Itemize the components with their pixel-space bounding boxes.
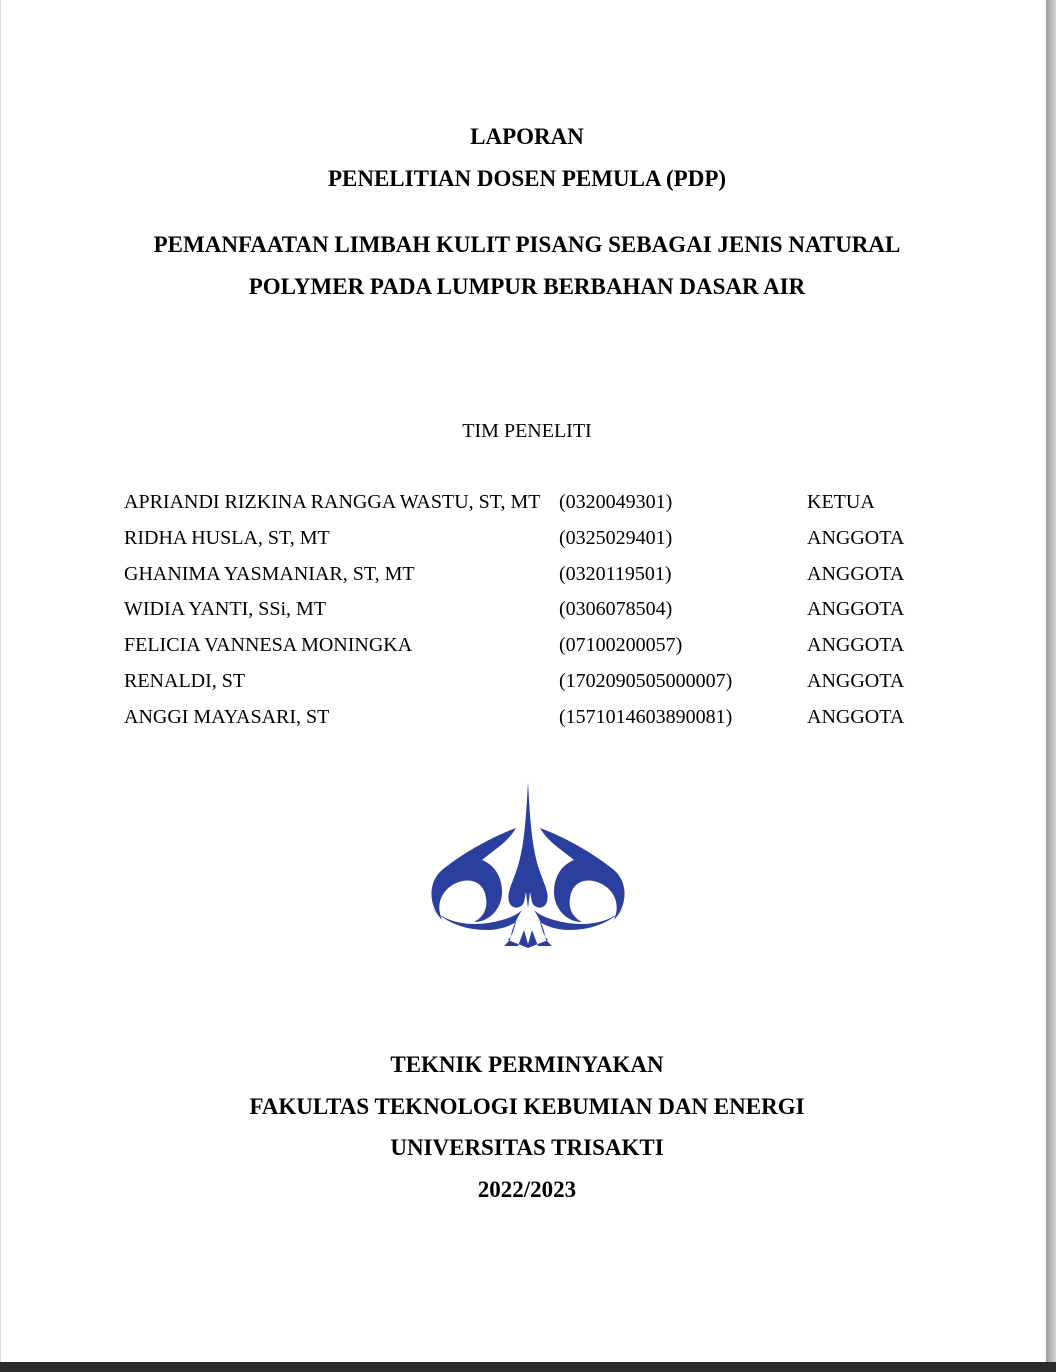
member-role: ANGGOTA [807, 634, 905, 656]
member-name: WIDIA YANTI, SSi, MT [124, 598, 327, 620]
faculty-name: FAKULTAS TEKNOLOGI KEBUMIAN DAN ENERGI [249, 1094, 805, 1119]
member-name: RENALDI, ST [124, 670, 246, 692]
trisakti-university-logo-icon [424, 780, 632, 952]
member-role: ANGGOTA [807, 527, 905, 549]
member-id: (0320049301) [559, 491, 673, 513]
team-heading: TIM PENELITI [462, 420, 592, 442]
university-name: UNIVERSITAS TRISAKTI [390, 1135, 664, 1160]
academic-year: 2022/2023 [477, 1177, 577, 1202]
member-id: (1702090505000007) [559, 670, 733, 692]
team-member-row [124, 670, 944, 694]
report-label: LAPORAN [470, 124, 584, 149]
member-id: (0306078504) [559, 598, 673, 620]
member-role: ANGGOTA [807, 706, 905, 728]
viewer-bottom-bar [0, 1362, 1056, 1372]
member-name: APRIANDI RIZKINA RANGGA WASTU, ST, MT [124, 491, 541, 513]
report-type: PENELITIAN DOSEN PEMULA (PDP) [327, 166, 727, 191]
team-member-row [124, 563, 944, 587]
report-title-line-2: POLYMER PADA LUMPUR BERBAHAN DASAR AIR [248, 274, 806, 299]
member-role: KETUA [807, 491, 875, 513]
member-role: ANGGOTA [807, 598, 905, 620]
member-id: (0320119501) [559, 563, 672, 585]
member-name: FELICIA VANNESA MONINGKA [124, 634, 413, 656]
team-member-row [124, 491, 944, 515]
report-title-line-1: PEMANFAATAN LIMBAH KULIT PISANG SEBAGAI JENIS NATURAL [153, 232, 901, 257]
member-id: (0325029401) [559, 527, 673, 549]
member-role: ANGGOTA [807, 563, 905, 585]
member-name: ANGGI MAYASARI, ST [124, 706, 330, 728]
member-id: (1571014603890081) [559, 706, 733, 728]
team-member-row [124, 634, 944, 658]
team-member-row [124, 598, 944, 622]
team-member-row [124, 706, 944, 730]
member-role: ANGGOTA [807, 670, 905, 692]
department-name: TEKNIK PERMINYAKAN [390, 1052, 664, 1077]
member-name: GHANIMA YASMANIAR, ST, MT [124, 563, 415, 585]
page-edge-shadow [1046, 0, 1056, 1362]
team-member-row [124, 527, 944, 551]
member-id: (07100200057) [559, 634, 683, 656]
member-name: RIDHA HUSLA, ST, MT [124, 527, 330, 549]
